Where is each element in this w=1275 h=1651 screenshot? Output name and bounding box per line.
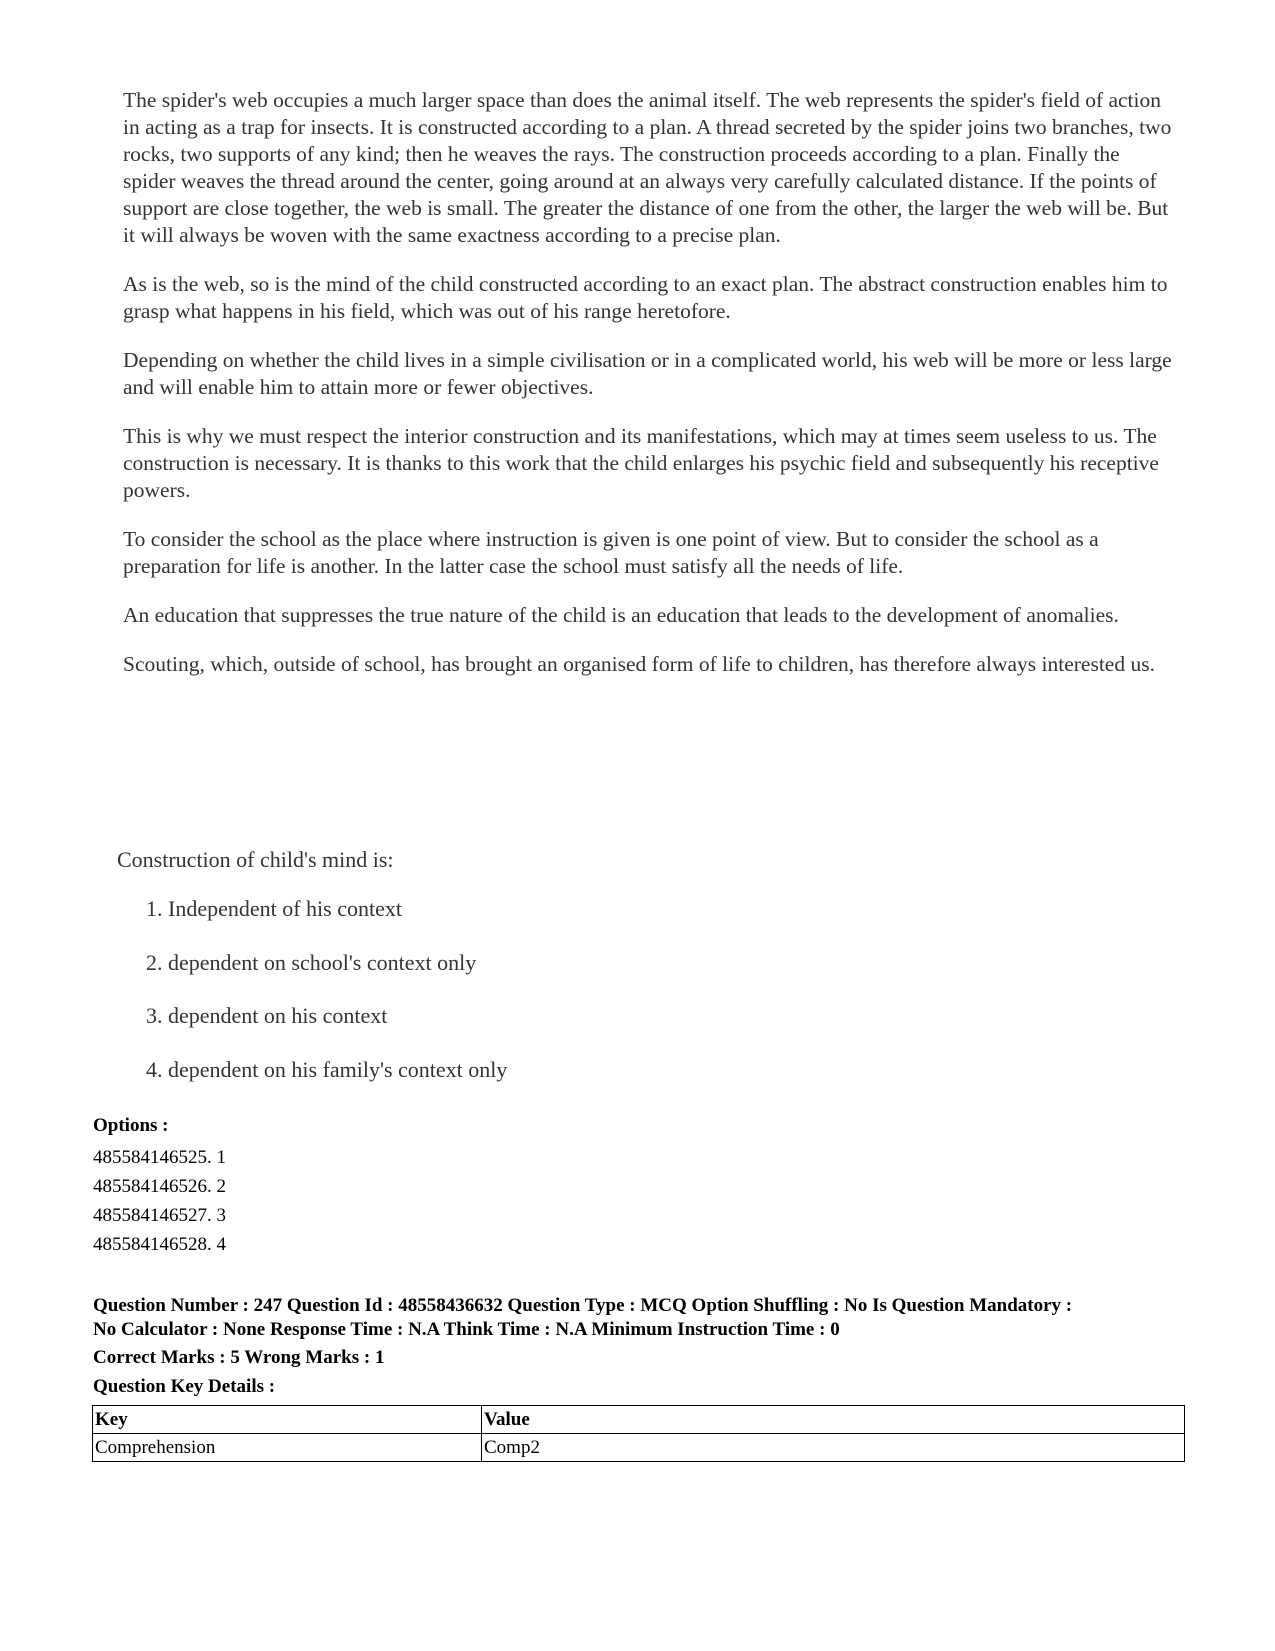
table-header-key: Key: [93, 1406, 482, 1434]
option-item: 485584146526. 2: [93, 1176, 226, 1197]
choice-item: 4. dependent on his family's context only: [146, 1056, 508, 1082]
passage-paragraph: Depending on whether the child lives in a simple civilisation or in a complicated world, his web will be more or less large and will enable him to attain more or fewer objectives.: [123, 348, 1172, 399]
question-info-line: Question Number : 247 Question Id : 48558436632 Question Type : MCQ Option Shuffling : No Is Question Mandatory :: [93, 1295, 1073, 1316]
option-item: 485584146527. 3: [93, 1205, 226, 1226]
table-cell-value: Comp2: [482, 1434, 1185, 1462]
passage-paragraph: As is the web, so is the mind of the child constructed according to an exact plan. The abstract construction enables him to grasp what happens in his field, which was out of his range heretofore.: [123, 272, 1168, 323]
table-header-value: Value: [482, 1406, 1185, 1434]
question-stem: Construction of child's mind is:: [117, 847, 394, 872]
options-list: [93, 1143, 1193, 1259]
choice-item: 1. Independent of his context: [146, 896, 402, 921]
choice-list: [146, 896, 507, 1110]
question-info: [93, 1294, 1193, 1342]
question-info-line: No Calculator : None Response Time : N.A Think Time : N.A Minimum Instruction Time : 0: [93, 1319, 840, 1340]
choice-item: 3. dependent on his context: [146, 1003, 388, 1028]
option-item: 485584146528. 4: [93, 1234, 226, 1255]
marks-line: Correct Marks : 5 Wrong Marks : 1: [93, 1347, 385, 1368]
key-details-title: Question Key Details :: [93, 1376, 276, 1397]
passage-paragraph: The spider's web occupies a much larger space than does the animal itself. The web represents the spider's field of action in acting as a trap for insects. It is constructed according to a plan. A thread secreted by the spider joins two branches, two rocks, two supports of any kind; then he weaves the rays. The construction proceeds according to a plan. Finally the spider weaves the thread around the center, going around at an always very carefully calculated distance. If the points of support are close together, the web is small. The greater the distance of one from the other, the larger the web will be. But it will always be woven with the same exactness according to a precise plan.: [123, 88, 1172, 247]
passage-image: [123, 87, 1173, 700]
choice-item: 2. dependent on school's context only: [146, 949, 477, 975]
table-cell-key: Comprehension: [93, 1434, 482, 1462]
option-item: 485584146525. 1: [93, 1147, 226, 1168]
passage-paragraph: An education that suppresses the true nature of the child is an education that leads to the development of anomalies.: [123, 603, 1119, 627]
passage-paragraph: Scouting, which, outside of school, has brought an organised form of life to children, has therefore always interested us.: [123, 652, 1155, 676]
passage-paragraph: To consider the school as the place where instruction is given is one point of view. But to consider the school as a preparation for life is another. In the latter case the school must satisfy all the needs of life.: [123, 527, 1099, 578]
key-details-table: [92, 1405, 1185, 1462]
table-row: [93, 1434, 1185, 1462]
table-header-row: [93, 1406, 1185, 1434]
passage-paragraph: This is why we must respect the interior construction and its manifestations, which may at times seem useless to us. The construction is necessary. It is thanks to this work that the child enlarges his psychic field and subsequently his receptive powers.: [123, 424, 1159, 502]
options-title: Options :: [93, 1115, 169, 1136]
